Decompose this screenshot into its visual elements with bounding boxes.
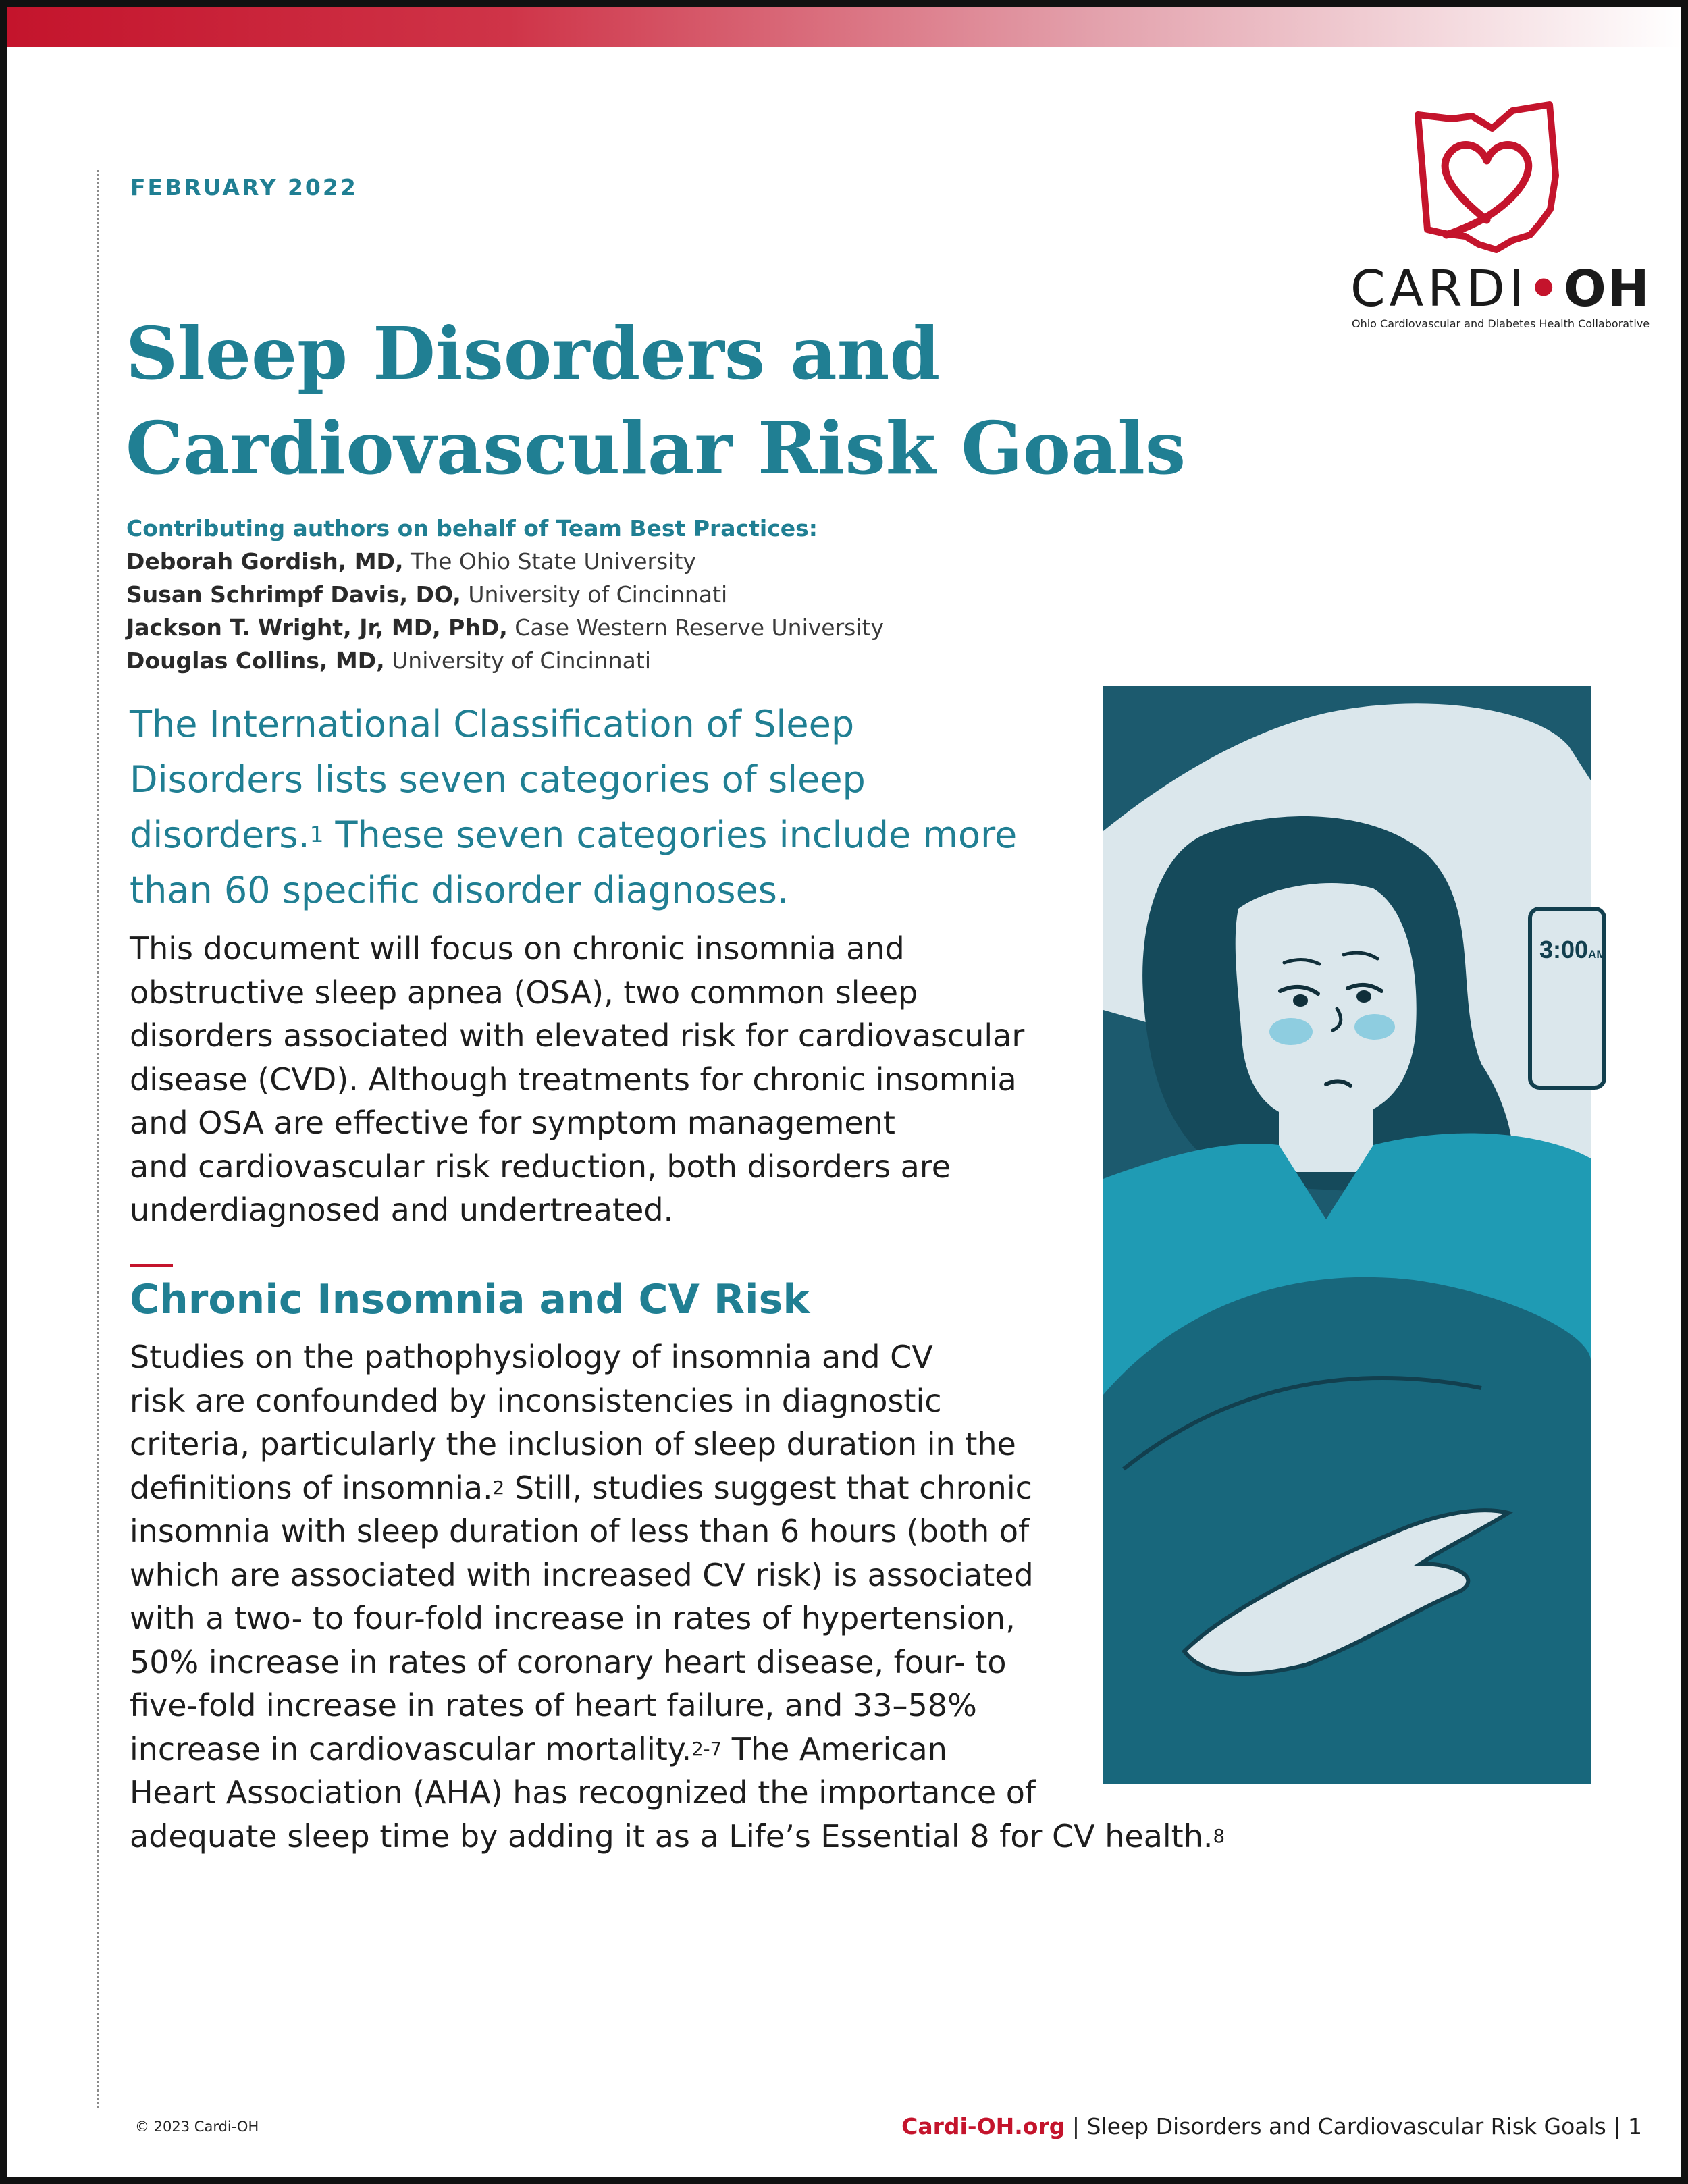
page-number: 1 [1628,2113,1642,2139]
footer-url-link[interactable]: Cardi-OH.org [901,2113,1065,2139]
authors-block [126,512,884,677]
section-accent-rule [130,1264,173,1267]
intro-paragraph: This document will focus on chronic insomnia and obstructive sleep apnea (OSA), two common sleep disorders associated with elevated risk for cardiovascular disease (CVD). Although treatments for chronic insomnia and OSA are effective for symptom management and cardiovascular risk reduction, both disorders are underdiagnosed and undertreated. [130,930,1025,1228]
author-row: Jackson T. Wright, Jr, MD, PhD, Case Western Reserve University [126,614,884,641]
alarm-clock-icon [1530,909,1606,1088]
author-row: Douglas Collins, MD, University of Cincinnati [126,647,652,674]
title-line-2: Cardiovascular Risk Goals [126,406,1186,491]
margin-dotted-rule [97,170,99,2108]
insomnia-paragraph: Studies on the pathophysiology of insomnia and CV risk are confounded by inconsistencies in diagnostic criteria, particularly the inclusion of sleep duration in the definitions of insomnia.$^2$ Still, studies suggest that chronic insomnia with sleep duration of less than 6 hours (both of which are associated with increased CV risk) is associated with a two- to four-fold increase in rates of hypertension, 50% increase in rates of coronary heart disease, four- to five-fold increase in rates of heart failure, and 33–58% increase in cardiovascular mortality.$^{2-7}$ The American Heart Association (AHA) has recognized the importance of adequate sleep time by adding it as a Life’s Essential 8 for CV health.$^8$ [130,1339,1225,1855]
title-line-1: Sleep Disorders and [126,312,941,396]
cardi-oh-logo [1344,101,1651,331]
page-footer: Cardi-OH.org | Sleep Disorders and Cardiovascular Risk Goals | 1 [901,2113,1642,2139]
publication-date: FEBRUARY 2022 [130,174,358,201]
author-row: Susan Schrimpf Davis, DO, University of Cincinnati [126,581,728,608]
copyright-notice: © 2023 Cardi-OH [135,2119,259,2135]
authors-heading: Contributing authors on behalf of Team Best Practices: [126,515,818,541]
svg-text:3:00AM: 3:00AM [1539,936,1606,963]
sleepless-woman-illustration [1103,686,1606,1784]
top-gradient-bar [7,7,1681,47]
page-title [126,307,1206,496]
lead-paragraph: The International Classification of Sleep Disorders lists seven categories of sleep disorders.$^1$ These seven categories include more than 60 specific disorder diagnoses. [130,703,1018,911]
author-row: Deborah Gordish, MD, The Ohio State University [126,548,696,575]
logo-wordmark: CARDI•OH [1350,260,1651,318]
logo-tagline: Ohio Cardiovascular and Diabetes Health Collaborative [1352,317,1650,330]
ohio-heart-icon [1411,101,1566,257]
section-heading: Chronic Insomnia and CV Risk [130,1276,810,1323]
footer-doc-title: Sleep Disorders and Cardiovascular Risk Goals [1086,2113,1606,2139]
